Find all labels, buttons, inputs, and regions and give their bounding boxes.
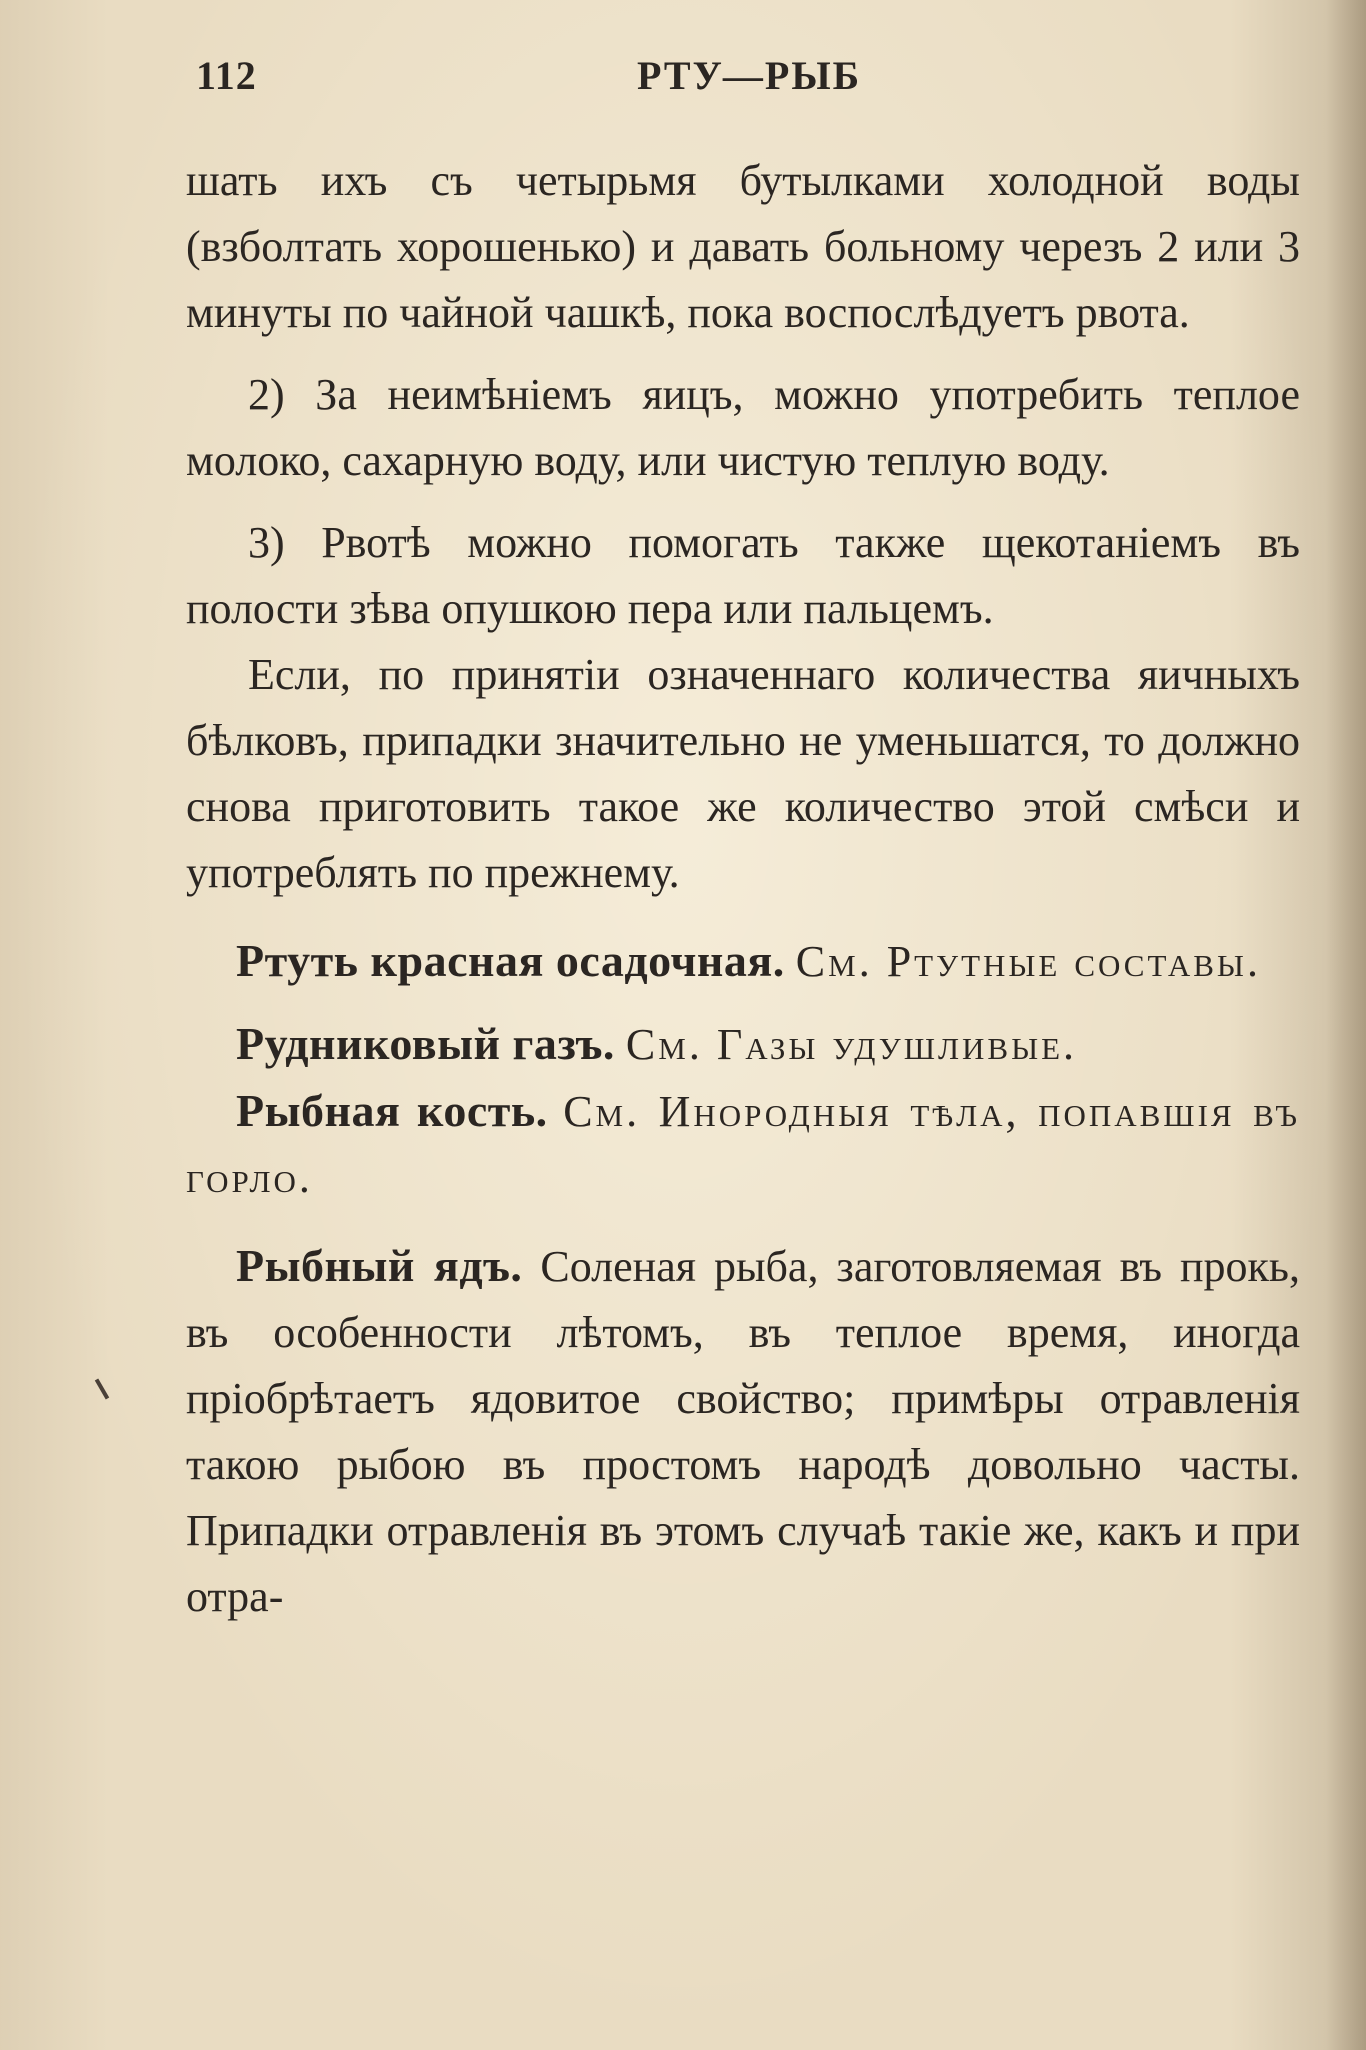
entry-text: Соленая рыба, заготовляемая въ прокь, въ особенности лѣтомъ, въ теплое время, иногда пріобрѣтаетъ ядовитое свойство; примѣры отравленія такою рыбою въ простомъ народѣ довольно часты. Припадки отравленія въ этомъ случаѣ такіе же, какъ и при отра-: [186, 1242, 1300, 1621]
paragraph-2: 2) За неимѣніемъ яицъ, можно употребить теплое молоко, сахарную воду, или чистую теплую воду.: [186, 370, 1300, 485]
entry-term: Ртуть красная осадочная.: [236, 935, 785, 986]
entry-rybnyi-yad: [186, 1233, 1300, 1630]
entry-reference: См. Ртутные составы.: [795, 937, 1261, 986]
entry-term: Рудниковый газъ.: [236, 1018, 615, 1069]
entry-rudnikovyi-gaz: [186, 1011, 1300, 1078]
entry-term: Рыбная кость.: [236, 1085, 548, 1136]
margin-mark: [95, 1378, 109, 1399]
entry-rybnaya-kost: [186, 1078, 1300, 1211]
page-header: [196, 52, 1302, 112]
page-body: [186, 148, 1300, 1630]
page-number: 112: [196, 53, 257, 98]
entry-term: Рыбный ядъ.: [236, 1240, 523, 1291]
paragraph-4: Если, по принятіи означеннаго количества яичныхъ бѣлковъ, припадки значительно не уменьшатся, то должно снова приготовить такое же количество этой смѣси и употреблять по прежнему.: [186, 650, 1300, 897]
running-head: РТУ—РЫБ: [636, 53, 862, 98]
entry-reference: См. Инородныя тѣла, попавшія въ горло.: [186, 1087, 1301, 1202]
binding-shadow: [1326, 0, 1366, 2050]
paragraph-continuation: шать ихъ съ четырьмя бутылками холодной воды (взболтать хорошенько) и давать больному черезъ 2 или 3 минуты по чайной чашкѣ, пока воспослѣдуетъ рвота.: [186, 156, 1300, 337]
entry-reference: См. Газы удушливые.: [625, 1020, 1078, 1069]
entry-rtut: [186, 928, 1300, 995]
paragraph-3: 3) Рвотѣ можно помогать также щекотаніемъ въ полости зѣва опушкою пера или пальцемъ.: [186, 518, 1300, 633]
